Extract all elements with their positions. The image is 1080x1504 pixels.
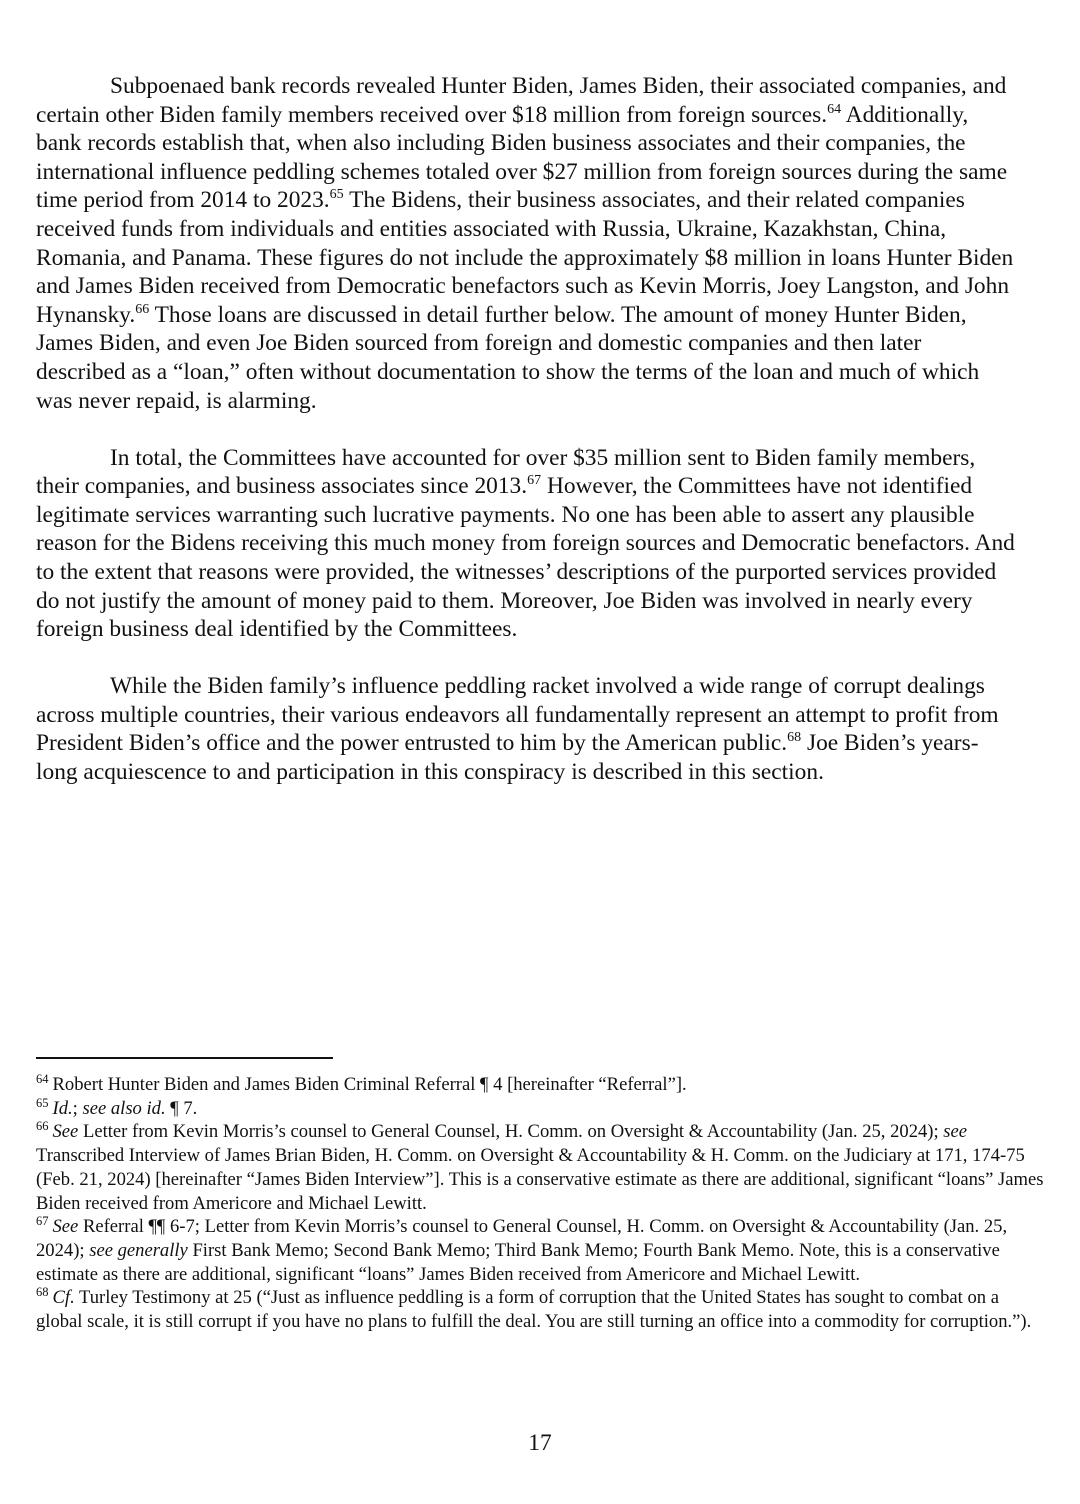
text-segment: In total, the Committees have accounted for over $35 million sent to Biden family members, their companies, and business associates since 2013.	[36, 444, 976, 500]
footnote-separator	[36, 1057, 333, 1059]
footnote-text: Robert Hunter Biden and James Biden Criminal Referral ¶ 4 [hereinafter “Referral”].	[52, 1074, 687, 1095]
footnotes	[36, 1073, 1046, 1334]
footnote-text: Turley Testimony at 25 (“Just as influence peddling is a form of corruption that the United States has sought to combat on a global scale, it is still corrupt if you have no plans to fulfill the deal. You are still turning an office into a commodity for corruption.”).	[36, 1287, 1032, 1333]
footnote-italic: see also id.	[82, 1097, 166, 1119]
footnote-text: Letter from Kevin Morris’s counsel to General Counsel, H. Comm. on Oversight & Accountability (Jan. 25, 2024);	[78, 1121, 944, 1143]
footnote-text: Referral ¶¶ 6-7; Letter from Kevin Morris’s counsel to General Counsel, H. Comm. on Oversight & Accountability (Jan. 25, 2024);	[36, 1216, 1008, 1261]
footnote-text: First Bank Memo; Second Bank Memo; Third Bank Memo; Fourth Bank Memo. Note, this is a conservative estimate as there are additional, significant “loans” James Biden received from Americore and Michael Lewitt.	[36, 1239, 1000, 1285]
footnote-number: 65	[36, 1095, 49, 1110]
footnote	[36, 1215, 1046, 1286]
footnote-ref[interactable]: 67	[527, 473, 542, 489]
footnote-ref[interactable]: 65	[329, 187, 344, 203]
body-paragraph	[36, 444, 1016, 644]
footnote-text: ¶ 7.	[165, 1097, 198, 1119]
footnote-number: 66	[36, 1119, 49, 1134]
footnote	[36, 1097, 1046, 1121]
text-segment: While the Biden family’s influence peddling racket involved a wide range of corrupt dealings across multiple countries, their various endeavors all fundamentally represent an attempt to profit from President Biden’s office and the power entrusted to him by the American public.	[36, 673, 999, 757]
text-segment: The Bidens, their business associates, and their related companies received funds from individuals and entities associated with Russia, Ukraine, Kazakhstan, China, Romania, and Panama. These figures do not include the approximately $8 million in loans Hunter Biden and James Biden received from Democratic benefactors such as Kevin Morris, Joey Langston, and John Hynansky.	[36, 187, 1014, 328]
footnote-italic: Id.	[52, 1097, 73, 1119]
footnote-ref[interactable]: 68	[787, 730, 802, 746]
footnote-text: ;	[72, 1097, 83, 1119]
footnote-italic: Cf.	[52, 1287, 75, 1309]
footnote-ref[interactable]: 66	[135, 301, 150, 317]
footnote-number: 68	[36, 1285, 49, 1300]
footnote	[36, 1286, 1046, 1333]
footnote-number: 64	[36, 1072, 49, 1086]
text-segment: Additionally, bank records establish that, when also including Biden business associates and their companies, the international influence peddling schemes totaled over $27 million from foreign sources during the same time period from 2014 to 2023.	[36, 101, 1008, 214]
text-segment: Joe Biden’s years-long acquiescence to and participation in this conspiracy is described in this section.	[36, 730, 979, 786]
page-number: 17	[528, 1430, 552, 1456]
footnote-italic: See	[52, 1216, 79, 1238]
footnote-italic: see generally	[89, 1239, 188, 1261]
body-text	[36, 72, 1016, 815]
body-paragraph	[36, 72, 1016, 415]
footnote	[36, 1073, 1046, 1097]
footnote-italic: see	[943, 1121, 968, 1143]
body-paragraph	[36, 672, 1016, 786]
footnote-italic: See	[52, 1121, 79, 1143]
footnote-text: Transcribed Interview of James Brian Biden, H. Comm. on Oversight & Accountability & H. Comm. on the Judiciary at 171, 174-75 (Feb. 21, 2024) [hereinafter “James Biden Interview”]. This is a conservative estimate as there are additional, significant “loans” James Biden received from Americore and Michael Lewitt.	[36, 1145, 1044, 1214]
text-segment: However, the Committees have not identified legitimate services warranting such lucrative payments. No one has been able to assert any plausible reason for the Bidens receiving this much money from foreign sources and Democratic benefactors. And to the extent that reasons were provided, the witnesses’ descriptions of the purported services provided do not justify the amount of money paid to them. Moreover, Joe Biden was involved in nearly every foreign business deal identified by the Committees.	[36, 473, 1015, 643]
text-segment: Subpoenaed bank records revealed Hunter Biden, James Biden, their associated companies, and certain other Biden family members received over $18 million from foreign sources.	[36, 73, 1007, 128]
text-segment: Those loans are discussed in detail further below. The amount of money Hunter Biden, James Biden, and even Joe Biden sourced from foreign and domestic companies and then later described as a “loan,” often without documentation to show the terms of the loan and much of which was never repaid, is alarming.	[36, 301, 980, 414]
footnote	[36, 1120, 1046, 1215]
footnote-number: 67	[36, 1214, 49, 1229]
footnote-ref[interactable]: 64	[827, 101, 842, 117]
